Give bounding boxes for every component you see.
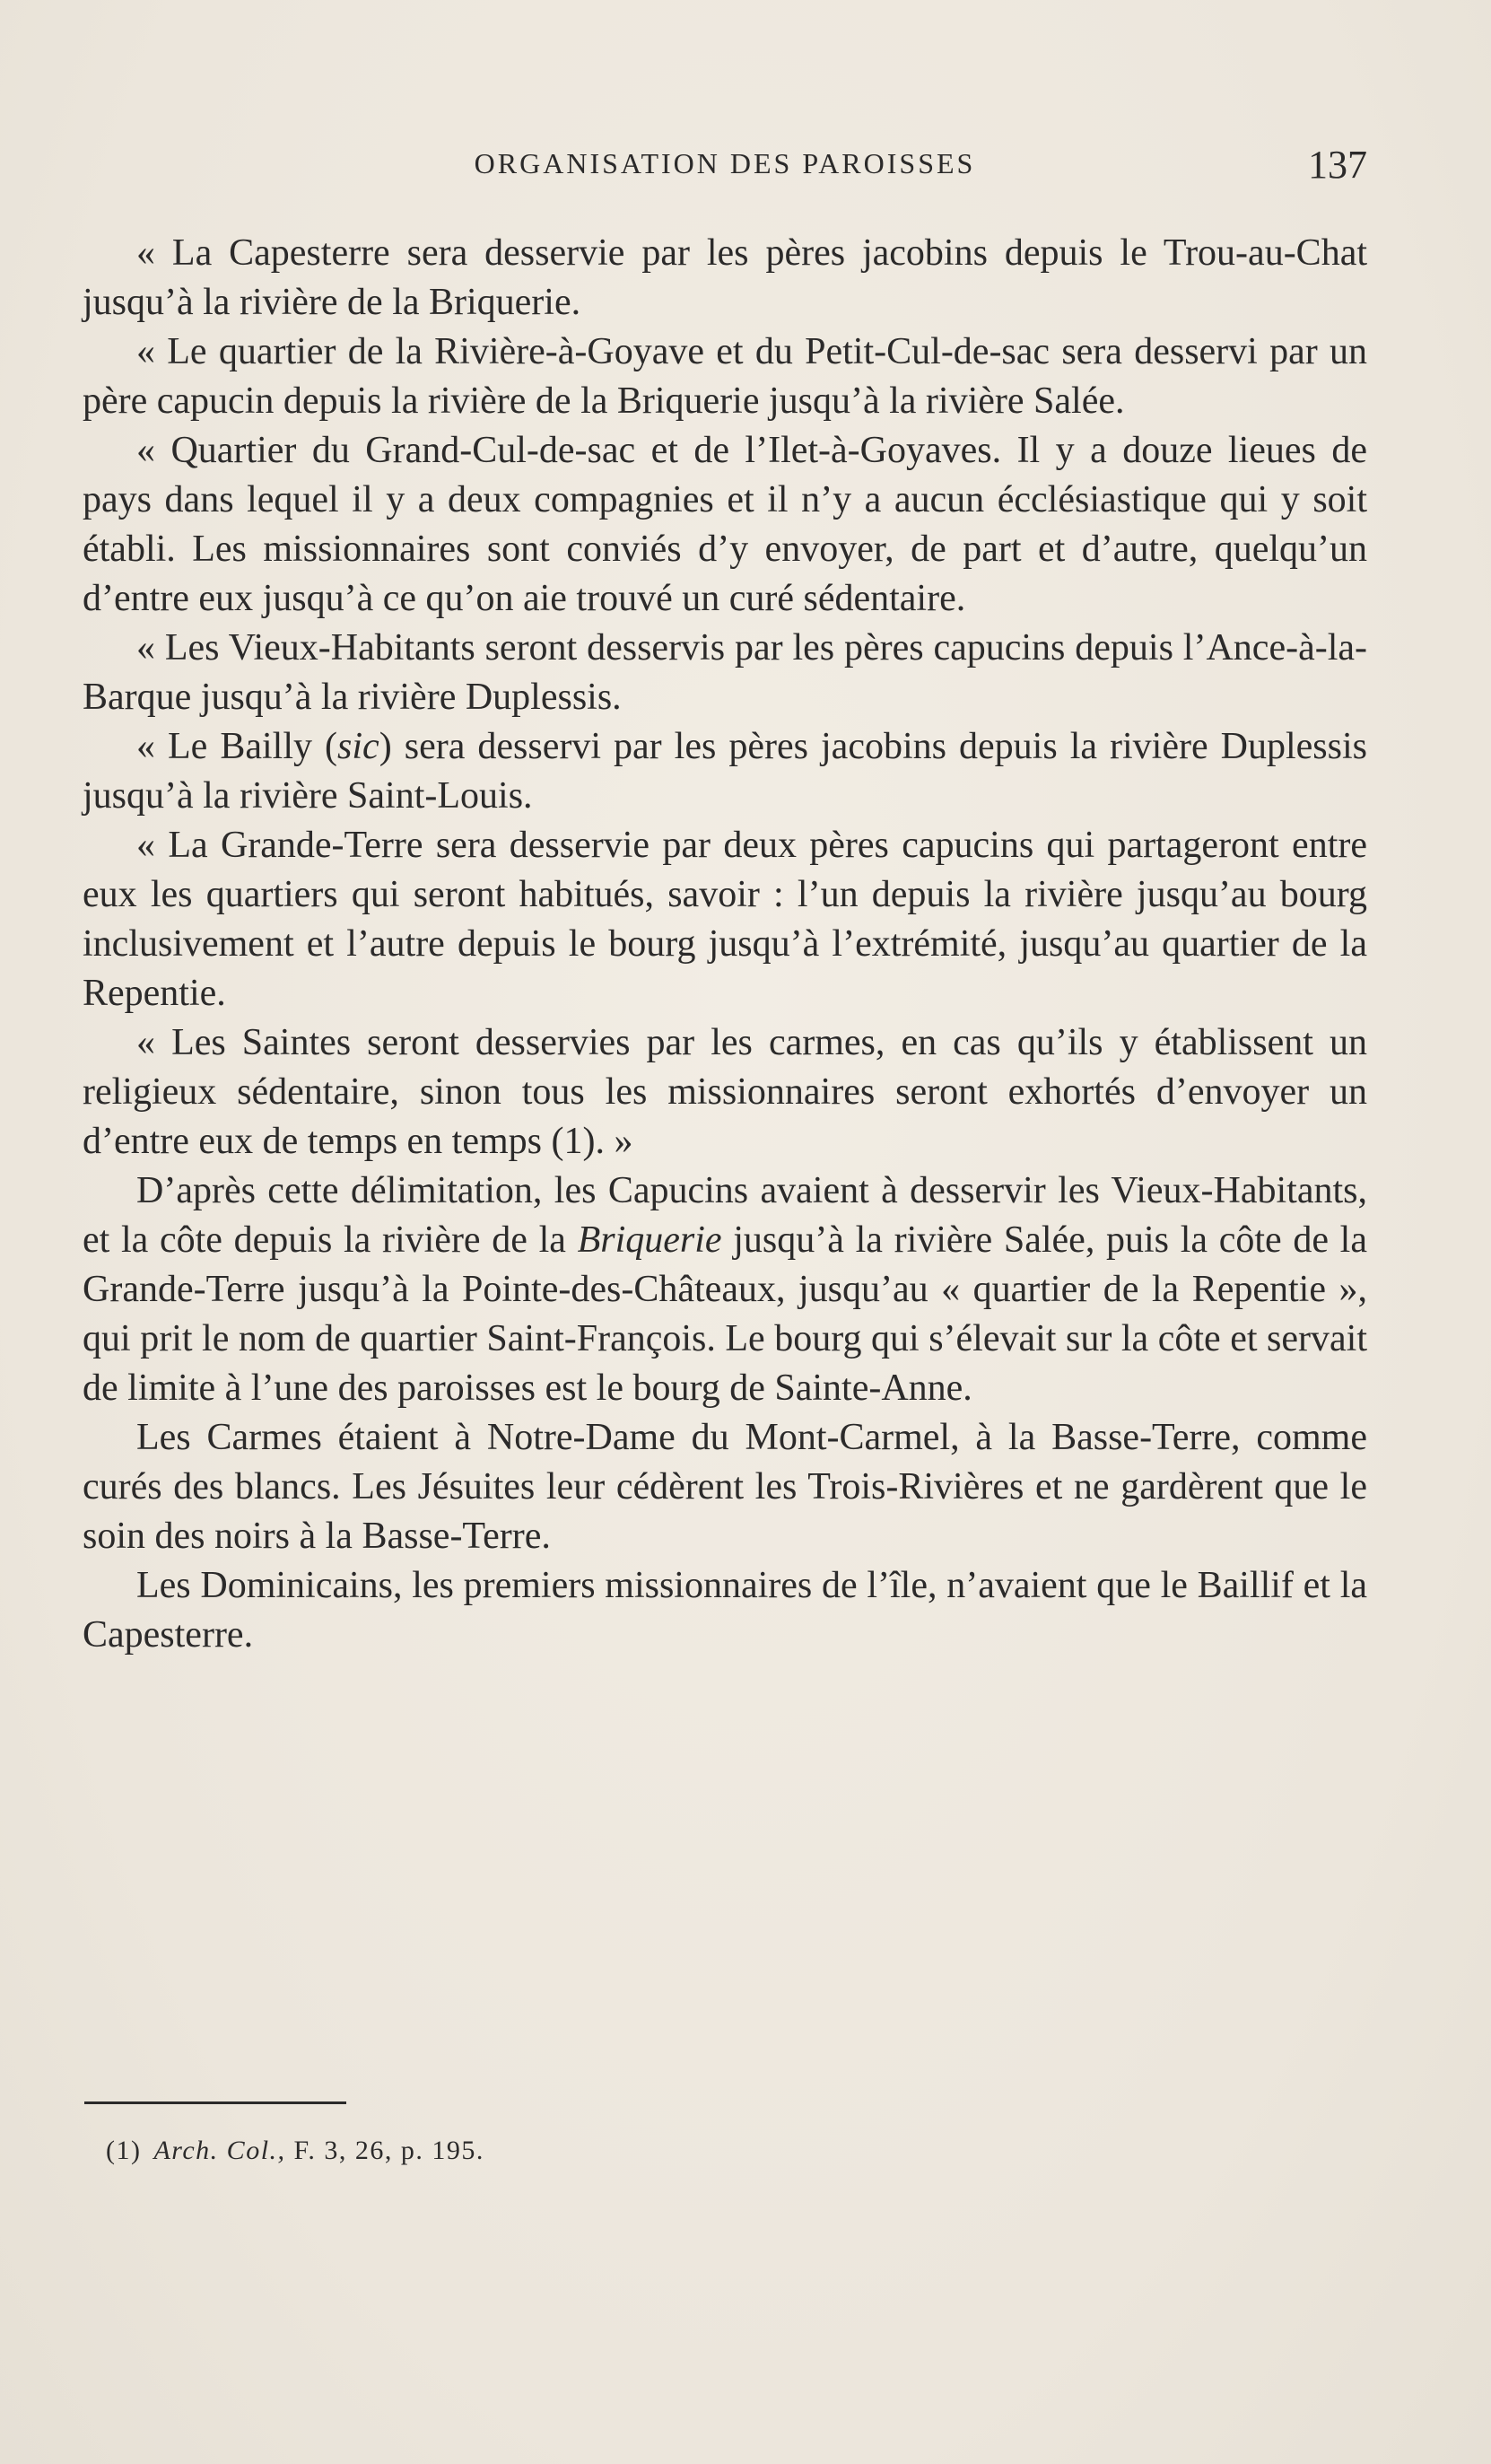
paragraph	[83, 426, 1367, 624]
paragraph-text: ) sera desservi par les pères jacobins depuis la rivière Duplessis jusqu’à la rivière Saint-Louis.	[83, 726, 1367, 817]
paragraph-text: « Le Bailly (	[136, 726, 338, 767]
page-header	[83, 142, 1367, 196]
paragraph	[83, 229, 1367, 328]
footnote-divider	[84, 2101, 346, 2104]
paragraph-text: « Les Vieux-Habitants seront desservis par les pères capucins depuis l’Ance-à-la-Barque jusqu’à la rivière Duplessis.	[83, 627, 1367, 718]
paragraph	[83, 722, 1367, 821]
paragraph	[83, 328, 1367, 426]
paragraph	[83, 1018, 1367, 1166]
footnote	[106, 2136, 484, 2166]
paragraph	[83, 821, 1367, 1018]
italic-text: sic	[337, 726, 379, 767]
paragraph	[83, 1413, 1367, 1561]
paragraph	[83, 1561, 1367, 1660]
paragraph-text: « Quartier du Grand-Cul-de-sac et de l’Ilet-à-Goyaves. Il y a douze lieues de pays dans lequel il y a deux compagnies et il n’y a aucun écclésiastique qui y soit établi. Les missionnaires sont conviés d’y envoyer, de part et d’autre, quelqu’un d’entre eux jusqu’à ce qu’on aie trouvé un curé sédentaire.	[83, 430, 1367, 619]
paragraph-text: jusqu’à la rivière Salée, puis la côte de la Grande-Terre jusqu’à la Pointe-des-Châteaux, jusqu’au « quartier de la Repentie », qui prit le nom de quartier Saint-François. Le bourg qui s’élevait sur la côte et servait de limite à l’une des paroisses est le bourg de Sainte-Anne.	[83, 1219, 1367, 1409]
body-text	[83, 229, 1367, 1660]
footnote-marker: (1)	[106, 2136, 142, 2165]
paragraph	[83, 624, 1367, 722]
paragraph-text: « Les Saintes seront desservies par les carmes, en cas qu’ils y établissent un religieux sédentaire, sinon tous les missionnaires seront exhortés d’envoyer un d’entre eux de temps en temps (1). »	[83, 1022, 1367, 1162]
paragraph	[83, 1166, 1367, 1413]
paragraph-text: « Le quartier de la Rivière-à-Goyave et du Petit-Cul-de-sac sera desservi par un père capucin depuis la rivière de la Briquerie jusqu’à la rivière Salée.	[83, 331, 1367, 422]
paragraph-text: D’après cette délimitation, les Capucins avaient à desservir les Vieux-Habitants, et la côte depuis la rivière de la	[83, 1170, 1367, 1261]
paragraph-text: « La Capesterre sera desservie par les pères jacobins depuis le Trou-au-Chat jusqu’à la rivière de la Briquerie.	[83, 232, 1367, 323]
footnote-source: Arch. Col.,	[153, 2136, 286, 2165]
page-number: 137	[1308, 143, 1367, 187]
paragraph-text: Les Carmes étaient à Notre-Dame du Mont-Carmel, à la Basse-Terre, comme curés des blancs. Les Jésuites leur cédèrent les Trois-Rivières et ne gardèrent que le soin des noirs à la Basse-Terre.	[83, 1417, 1367, 1557]
footnote-reference: F. 3, 26, p. 195.	[285, 2136, 484, 2165]
paragraph-text: Les Dominicains, les premiers missionnaires de l’île, n’avaient que le Baillif et la Capesterre.	[83, 1565, 1367, 1656]
italic-text: Briquerie	[577, 1219, 722, 1261]
running-head: ORGANISATION DES PAROISSES	[474, 147, 976, 179]
paragraph-text: « La Grande-Terre sera desservie par deux pères capucins qui partageront entre eux les quartiers qui seront habitués, savoir : l’un depuis la rivière jusqu’au bourg inclusivement et l’autre depuis le bourg jusqu’à l’extrémité, jusqu’au quartier de la Repentie.	[83, 825, 1367, 1014]
